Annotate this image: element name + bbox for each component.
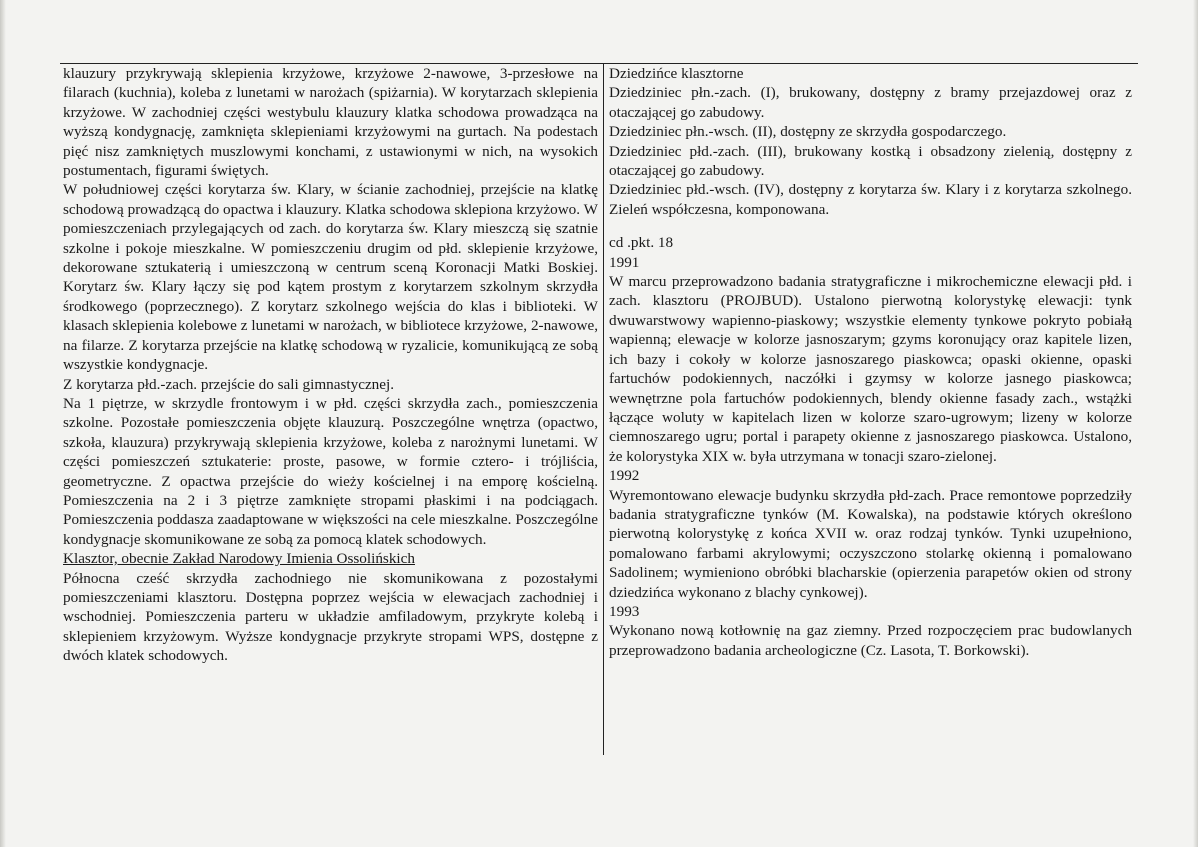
paragraph: Północna cześć skrzydła zachodniego nie skomunikowana z pozostałymi pomieszczeniami klasztoru. Dostępna poprzez wejścia w elewacjach zachodniej i wschodniej. Pomieszczenia parteru w układzie amfiladowym, przykryte kolebą i sklepieniem krzyżowym. Wyższe kondygnacje przykryte stropami WPS, dostępne z dwóch klatek schodowych. <box>63 569 598 665</box>
paragraph: klauzury przykrywają sklepienia krzyżowe, krzyżowe 2-nawowe, 3-przesłowe na filarach (kuchnia), koleba z lunetami w narożach (spiżarnia). W korytarzach sklepienia krzyżowe. W zachodniej części westybulu klauzury klatka schodowa prowadząca na wyższą kondygnację, zamknięta sklepieniami krzyżowymi na gurtach. Na podestach pięć nisz zamkniętych muszlowymi konchami, z ustawionymi w nich, na wysokich postumentach, figurami świętych. <box>63 65 598 180</box>
paragraph: Dziedzińce klasztorne <box>609 65 744 82</box>
right-column <box>609 64 1132 660</box>
section-heading: Klasztor, obecnie Zakład Narodowy Imienia Ossolińskich <box>63 550 415 568</box>
paragraph: W południowej części korytarza św. Klary, w ścianie zachodniej, przejście na klatkę schodową prowadzącą do opactwa i klauzury. Klatka schodowa sklepiona krzyżowo. W pomieszczeniach przylegających od zach. do korytarza św. Klary mieszczą się szatnie szkolne i pokoje mieszkalne. W pomieszczeniu drugim od płd. sklepienie krzyżowe, dekorowane sztukaterią i umieszczoną w centrum sceną Koronacji Matki Boskiej. Korytarz św. Klary łączy się pod kątem prostym z korytarzem szkolnym skrzydła środkowego (poprzecznego). Z korytarz szkolnego wejścia do klas i biblioteki. W klasach sklepienia kolebowe z lunetami w narożach, w bibliotece krzyżowe, 2-nawowe, na filarze. Z korytarza przejście na klatkę schodową w ryzalicie, komunikującą ze sobą wszystkie kondygnacje. <box>63 181 598 374</box>
paragraph: cd .pkt. 18 <box>609 234 674 252</box>
paragraph: 1992 <box>609 467 640 485</box>
paragraph-gap <box>609 219 1132 233</box>
paragraph: W marcu przeprowadzono badania stratygraficzne i mikrochemiczne elewacji płd. i zach. klasztoru (PROJBUD). Ustalono pierwotną kolorystykę elewacji: tynk dwuwarstwowy wapienno-piaskowy; wszystkie elementy tynkowe pokryto pobiałą wapienną; elewacje w kolorze jasnoszarym; gzyms koronujący oraz kapitele lizen, ich bazy i cokoły w kolorze jasnoszarego piaskowca; opaski okienne, opaski fartuchów podokiennych, naczółki i gzymsy w kolorze jasnego piaskowca; wewnętrzne pola fartuchów podokiennych, blendy okienne fasady zach., wstążki łączące woluty w kapitelach lizen w kolorze szaro-ugrowym; lizeny w kolorze ciemnoszarego ugru; portal i parapety okienne z jasnoszarego piaskowca. Ustalono, że kolorystyka XIX w. była utrzymana w tonacji szaro-zielonej. <box>609 273 1132 465</box>
paragraph: Wyremontowano elewacje budynku skrzydła płd-zach. Prace remontowe poprzedziły badania stratygraficzne tynków (M. Kowalska), na podstawie których określono pierwotną kolorystykę z końca XVII w. oraz rodzaj tynków. Tynki uzupełniono, pomalowano farbami akrylowymi; oczyszczono stolarkę okienną i pomalowano Sadolinem; wymieniono obróbki blacharskie (opierzenia parapetów okien od strony dziedzińca wykonano z blachy cynkowej). <box>609 486 1132 601</box>
paragraph: Dziedziniec płd.-wsch. (IV), dostępny z korytarza św. Klary i z korytarza szkolnego. Zieleń współczesna, komponowana. <box>609 181 1132 218</box>
paragraph: Na 1 piętrze, w skrzydle frontowym i w płd. części skrzydła zach., pomieszczenia szkolne. Pozostałe pomieszczenia objęte klauzurą. Poszczególne wnętrza (opactwo, szkoła, klauzura) przykrywają sklepienia krzyżowe, koleba z narożnymi lunetami. W części pomieszczeń sztukaterie: proste, pasowe, w formie cztero- i trójliścia, geometryczne. Z opactwa przejście do wieży kościelnej i na emporę kościelną. Pomieszczenia na 2 i 3 piętrze zamknięte stropami płaskimi i na podciągach. Pomieszczenia poddasza zaadaptowane w większości na cele mieszkalne. Poszczególne kondygnacje skomunikowane ze sobą za pomocą klatek schodowych. <box>63 394 598 548</box>
paragraph: Dziedziniec płd.-zach. (III), brukowany kostką i obsadzony zielenią, dostępny z otaczającej go zabudowy. <box>609 142 1132 180</box>
paragraph: 1993 <box>609 602 640 620</box>
column-divider <box>603 63 604 755</box>
paragraph: Wykonano nową kotłownię na gaz ziemny. Przed rozpoczęciem prac budowlanych przeprowadzono badania archeologiczne (Cz. Lasota, T. Borkowski). <box>609 622 1132 659</box>
scan-edge-right <box>1193 0 1198 847</box>
paragraph: 1991 <box>609 253 640 271</box>
left-column <box>63 64 598 666</box>
paragraph: Dziedziniec płn.-zach. (I), brukowany, dostępny z bramy przejazdowej oraz z otaczającej go zabudowy. <box>609 84 1132 121</box>
paragraph: Z korytarza płd.-zach. przejście do sali gimnastycznej. <box>63 375 395 393</box>
paragraph: Dziedziniec płn.-wsch. (II), dostępny ze skrzydła gospodarczego. <box>609 123 1007 141</box>
scan-edge-left <box>0 0 6 847</box>
